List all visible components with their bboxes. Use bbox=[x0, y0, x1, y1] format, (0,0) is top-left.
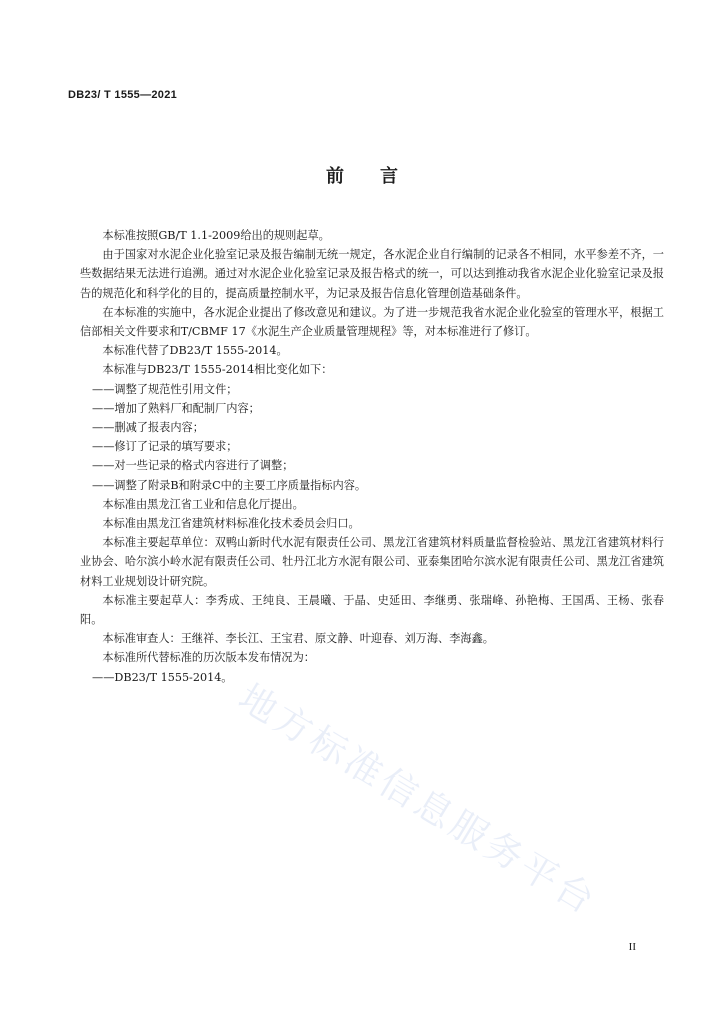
paragraph-reviewers: 本标准审查人：王继祥、李长江、王宝君、原文静、叶迎春、刘万海、李海鑫。 bbox=[102, 632, 494, 646]
history-item: ——DB23/T 1555-2014。 bbox=[92, 670, 233, 684]
page-number: II bbox=[628, 941, 636, 953]
standard-code: DB23/ T 1555—2021 bbox=[68, 89, 178, 101]
paragraph-committee: 本标准由黑龙江省建筑材料标准化技术委员会归口。 bbox=[102, 517, 360, 531]
change-item: ——修订了记录的填写要求； bbox=[92, 440, 238, 454]
change-item: ——调整了规范性引用文件； bbox=[92, 382, 238, 396]
change-item: ——调整了附录B和附录C中的主要工序质量指标内容。 bbox=[92, 478, 367, 492]
paragraph-replaces: 本标准代替了DB23/T 1555-2014。 bbox=[102, 344, 288, 358]
change-item: ——增加了熟料厂和配制厂内容； bbox=[92, 401, 260, 415]
paragraph-background: 由于国家对水泥企业化验室记录及报告编制无统一规定，各水泥企业自行编制的记录各不相同，水平参差不齐，一些数据结果无法进行追溯。通过对水泥企业化验室记录及报告格式的统一，可以达到推动我省水泥企业化验室记录及报告的规范化和科学化的目的，提高质量控制水平，为记录及报告信息化管理创造基础条件。 bbox=[80, 248, 664, 300]
page-title: 前言 bbox=[326, 166, 434, 187]
paragraph-drafting-rules: 本标准按照GB/T 1.1-2009给出的规则起草。 bbox=[102, 229, 330, 242]
paragraph-history-intro: 本标准所代替标准的历次版本发布情况为： bbox=[102, 651, 315, 665]
change-item: ——对一些记录的格式内容进行了调整； bbox=[92, 459, 294, 473]
watermark: 地方标准信息服务平台 bbox=[231, 675, 605, 924]
foreword-body bbox=[80, 226, 664, 687]
paragraph-proposer: 本标准由黑龙江省工业和信息化厅提出。 bbox=[102, 497, 304, 511]
change-item: ——删减了报表内容； bbox=[92, 421, 204, 435]
paragraph-changes-intro: 本标准与DB23/T 1555-2014相比变化如下： bbox=[102, 363, 333, 377]
paragraph-revision-reason: 在本标准的实施中，各水泥企业提出了修改意见和建议。为了进一步规范我省水泥企业化验室的管理水平，根据工信部相关文件要求和T/CBMF 17《水泥生产企业质量管理规程》等，对本标准进行了修订。 bbox=[80, 305, 664, 339]
paragraph-drafting-units: 本标准主要起草单位：双鸭山新时代水泥有限责任公司、黑龙江省建筑材料质量监督检验站、黑龙江省建筑材料行业协会、哈尔滨小岭水泥有限责任公司、牡丹江北方水泥有限公司、亚泰集团哈尔滨水泥有限责任公司、黑龙江省建筑材料工业规划设计研究院。 bbox=[80, 536, 664, 588]
paragraph-drafters: 本标准主要起草人：李秀成、王纯良、王晨曦、于晶、史延田、李继勇、张瑞峰、孙艳梅、王国禹、王杨、张春阳。 bbox=[80, 593, 664, 627]
